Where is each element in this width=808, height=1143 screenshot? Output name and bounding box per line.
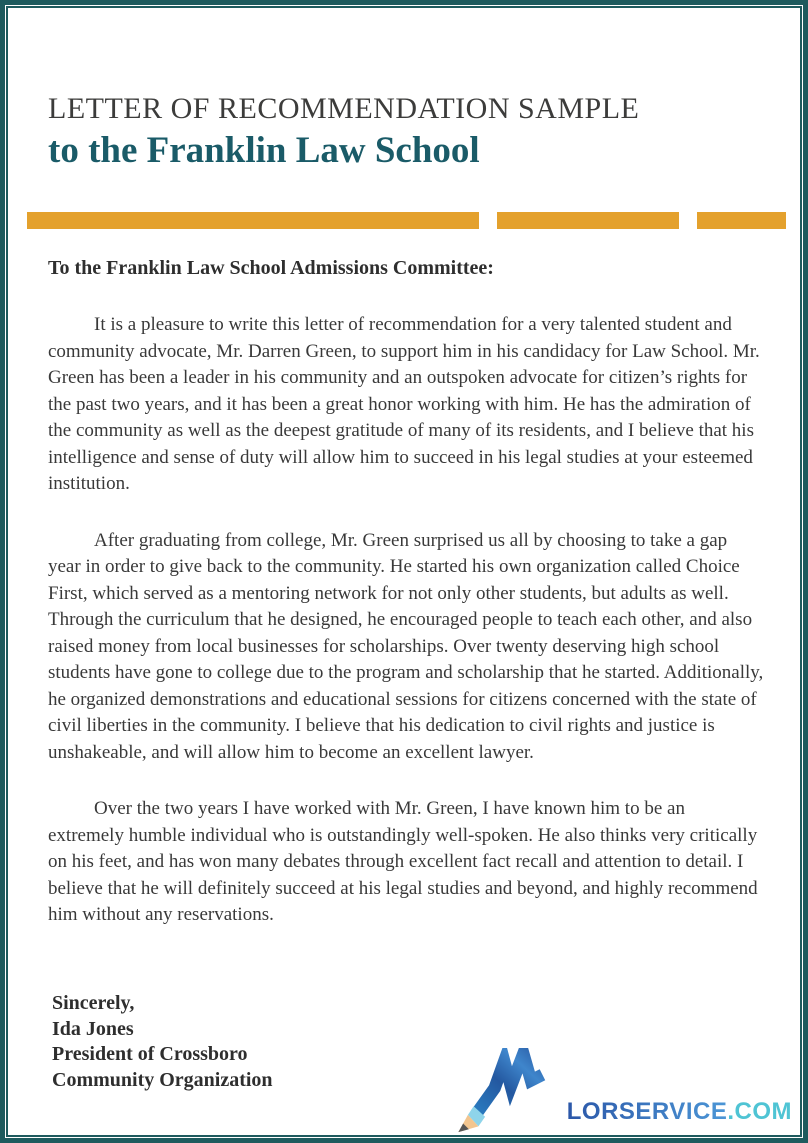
paragraph-1: It is a pleasure to write this letter of recommendation for a very talented student and community advocate, Mr. Darren Green, to support him in his candidacy for Law School. Mr. Green has been a leader in his community and an outspoken advocate for citizen’s rights for the past two years, and it has been a great honor working with him. He has the admiration of the community as well as the deepest gratitude of many of its residents, and I believe that his intelligence and sense of duty will allow him to succeed in his legal studies at your esteemed institution. — [48, 314, 760, 494]
page-subtitle: to the Franklin Law School — [48, 130, 480, 171]
brand-name: LORSERVICE — [566, 1098, 728, 1125]
brand-tld: .COM — [727, 1098, 792, 1125]
divider-bar-long — [27, 212, 479, 229]
brand-logo[interactable] — [453, 1048, 792, 1130]
signature-block — [52, 991, 273, 1093]
salutation: To the Franklin Law School Admissions Committee: — [48, 257, 494, 279]
pencil-scribble-icon — [453, 1048, 565, 1134]
header — [48, 92, 748, 172]
page-title: LETTER OF RECOMMENDATION SAMPLE — [48, 92, 640, 125]
divider-bars — [27, 212, 786, 229]
signature-closing: Sincerely, — [52, 992, 135, 1014]
brand-wordmark — [567, 1100, 792, 1130]
signature-name: Ida Jones — [52, 1017, 134, 1040]
paragraph-2: After graduating from college, Mr. Green surprised us all by choosing to take a gap year in order to give back to the community. He started his own organization called Choice First, which served as a mentoring network for not only other students, but adults as well. Through the curriculum that he designed, he encouraged people to teach each other, and also raised money from local businesses for scholarships. Over twenty deserving high school students have gone to college due to the program and scholarship that he started. Additionally, he organized demonstrations and educational sessions for citizens concerned with the state of civil liberties in the community. I believe that his dedication to civil rights and justice is unshakeable, and will allow him to become an excellent lawyer. — [48, 529, 764, 763]
divider-bar-short — [697, 212, 786, 229]
paragraph-3: Over the two years I have worked with Mr. Green, I have known him to be an extremely humble individual who is outstandingly well-spoken. He also thinks very critically on his feet, and has won many debates through excellent fact recall and attention to detail. I believe that he will definitely succeed at his legal studies and beyond, and highly recommend him without any reservations. — [48, 798, 758, 925]
signature-title-line2: Community Organization — [52, 1068, 273, 1091]
signature-title-line1: President of Crossboro — [52, 1043, 248, 1065]
letter-body — [48, 254, 764, 929]
divider-bar-mid — [497, 212, 679, 229]
